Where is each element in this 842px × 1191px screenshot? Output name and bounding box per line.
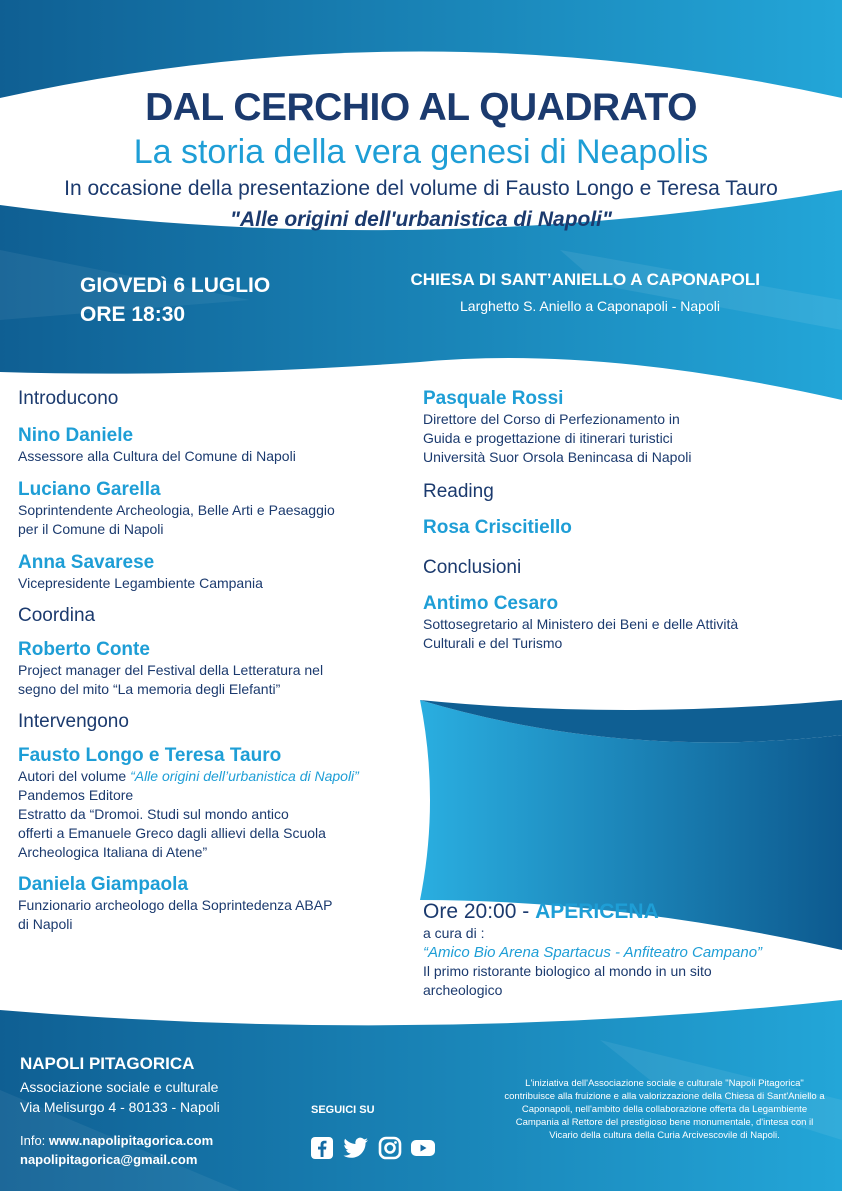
speaker-role: offerti a Emanuele Greco dagli allievi della Scuola xyxy=(18,825,326,841)
speaker-role: Sottosegretario al Ministero dei Beni e delle Attività xyxy=(423,616,739,632)
speaker-name: Anna Savarese xyxy=(18,552,155,573)
apericena-curator-label: a cura di : xyxy=(423,925,485,941)
book-title: "Alle origini dell'urbanistica di Napoli" xyxy=(230,208,612,231)
speaker-role: per il Comune di Napoli xyxy=(18,521,164,537)
facebook-icon[interactable] xyxy=(310,1136,334,1165)
section-reading: Reading xyxy=(423,481,494,502)
info-label: Info: xyxy=(20,1133,49,1148)
page-subtitle: La storia della vera genesi di Neapolis xyxy=(133,133,709,171)
speaker-role: Project manager del Festival della Letteratura nel xyxy=(18,662,324,678)
speaker-role: Assessore alla Cultura del Comune di Napoli xyxy=(18,448,296,464)
apericena-time: Ore 20:00 - xyxy=(423,900,536,923)
contact-info xyxy=(20,1131,213,1169)
event-venue xyxy=(360,270,760,314)
section-introducono: Introducono xyxy=(18,388,119,409)
speaker-role: di Napoli xyxy=(18,916,73,932)
restaurant-name: “Amico Bio Arena Spartacus - Anfiteatro Campano” xyxy=(423,944,763,961)
occasion-text: In occasione della presentazione del volume di Fausto Longo e Teresa Tauro xyxy=(64,177,778,200)
page-title: DAL CERCHIO AL QUADRATO xyxy=(145,86,697,129)
speaker-name: Pasquale Rossi xyxy=(423,388,564,409)
section-intervengono: Intervengono xyxy=(18,711,129,732)
restaurant-description: Il primo ristorante biologico al mondo in un sito xyxy=(423,963,712,979)
initiative-note: L'iniziativa dell'Associazione sociale e culturale "Napoli Pitagorica" contribuisce alla fruizione e alla valorizzazione della Chiesa di Sant'Aniello a Caponapoli, nell'ambito della collaborazione offerta da Legambiente Campania al Rettore del prestigioso bene monumentale, d'intesa con il Vicario della cultura della Curia Arcivescovile di Napoli. xyxy=(504,1078,825,1141)
apericena-label: APERICENA xyxy=(535,900,659,923)
org-details xyxy=(20,1077,220,1117)
speaker-name: Antimo Cesaro xyxy=(423,593,559,614)
apericena-heading xyxy=(423,900,833,924)
website-link[interactable]: www.napolipitagorica.com xyxy=(48,1133,214,1148)
book-reference: “Alle origini dell’urbanistica di Napoli” xyxy=(130,768,359,784)
event-datetime xyxy=(80,271,270,329)
speaker-name: Luciano Garella xyxy=(18,479,161,500)
email-link[interactable]: napolipitagorica@gmail.com xyxy=(20,1152,198,1167)
youtube-icon[interactable] xyxy=(410,1136,436,1165)
speaker-name: Fausto Longo e Teresa Tauro xyxy=(18,745,282,766)
website-line xyxy=(20,1131,213,1150)
restaurant-description: archeologico xyxy=(423,982,503,998)
speaker-name: Roberto Conte xyxy=(18,639,150,660)
follow-us-label: SEGUICI SU xyxy=(311,1104,375,1116)
speaker-name: Nino Daniele xyxy=(18,425,134,446)
speaker-role: segno del mito “La memoria degli Elefanti” xyxy=(18,681,281,697)
instagram-icon[interactable] xyxy=(378,1136,402,1165)
venue-address: Larghetto S. Aniello a Caponapoli - Napoli xyxy=(460,298,720,314)
speaker-role: Archeologica Italiana di Atene” xyxy=(18,844,208,860)
speaker-role: Culturali e del Turismo xyxy=(423,635,563,651)
program-right xyxy=(423,388,828,653)
speaker-role: Soprintendente Archeologia, Belle Arti e Paesaggio xyxy=(18,502,335,518)
role-text: Autori del volume xyxy=(18,768,127,784)
event-time: ORE 18:30 xyxy=(80,303,186,326)
speaker-role: Università Suor Orsola Benincasa di Napoli xyxy=(423,449,692,465)
speaker-role: Funzionario archeologo della Soprintedenza ABAP xyxy=(18,897,333,913)
speaker-name: Rosa Criscitiello xyxy=(423,517,572,538)
speaker-role: Vicepresidente Legambiente Campania xyxy=(18,575,263,591)
section-conclusioni: Conclusioni xyxy=(423,557,522,578)
org-name: NAPOLI PITAGORICA xyxy=(20,1054,195,1073)
venue-name: CHIESA DI SANT’ANIELLO A CAPONAPOLI xyxy=(410,270,760,289)
twitter-icon[interactable] xyxy=(342,1136,370,1165)
org-description: Associazione sociale e culturale xyxy=(20,1079,219,1095)
org-address: Via Melisurgo 4 - 80133 - Napoli xyxy=(20,1099,220,1115)
social-links xyxy=(310,1136,436,1165)
speaker-role xyxy=(18,767,418,786)
event-date: GIOVEDì 6 LUGLIO xyxy=(80,274,271,297)
program-left xyxy=(18,388,418,934)
speaker-role: Estratto da “Dromoi. Studi sul mondo antico xyxy=(18,806,289,822)
speaker-role: Pandemos Editore xyxy=(18,787,134,803)
speaker-role: Guida e progettazione di itinerari turistici xyxy=(423,430,673,446)
section-coordina: Coordina xyxy=(18,605,96,626)
speaker-name: Daniela Giampaola xyxy=(18,874,189,895)
apericena-block xyxy=(423,900,833,1000)
speaker-role: Direttore del Corso di Perfezionamento in xyxy=(423,411,680,427)
